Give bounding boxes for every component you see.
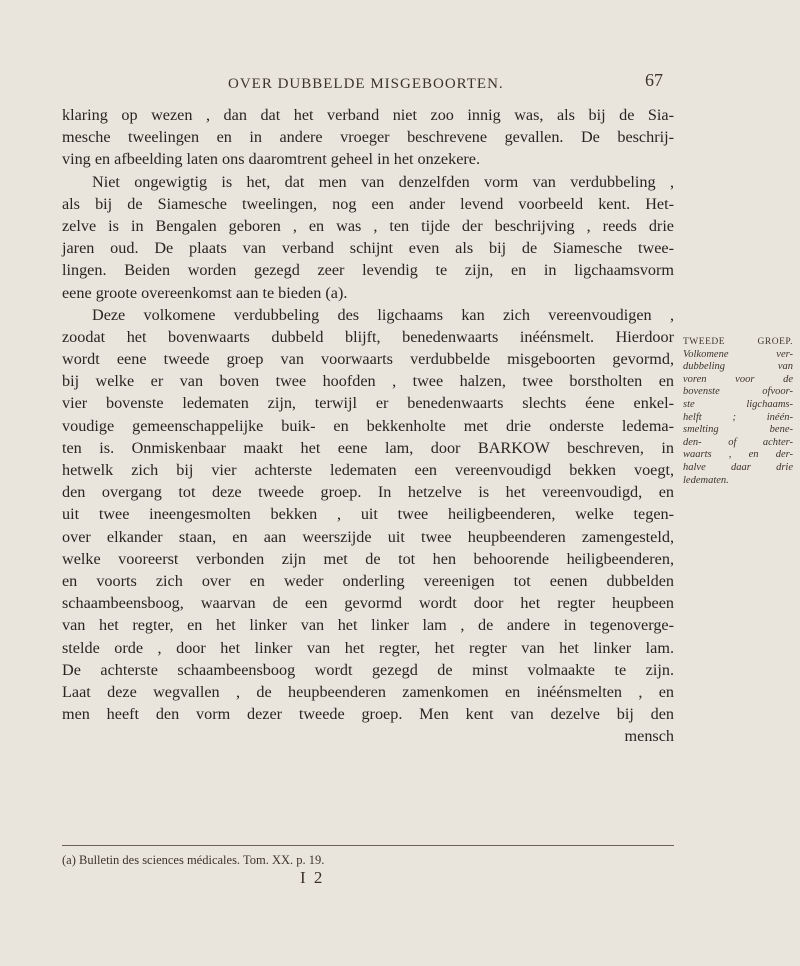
body-line: eene groote overeenkomst aan te bieden (a). bbox=[62, 283, 348, 302]
margin-note-heading: TWEEDE GROEP. bbox=[683, 337, 793, 347]
body-line: ten is. Onmiskenbaar maakt het eene lam, door BARKOW beschreven, in bbox=[62, 438, 674, 457]
body-line: men heeft den vorm dezer tweede groep. Men kent van dezelve bij den bbox=[62, 705, 674, 724]
running-head: OVER DUBBELDE MISGEBOORTEN. bbox=[228, 76, 504, 92]
margin-note-line: smelting bene- bbox=[683, 424, 793, 436]
body-line: schaambeensboog, waarvan de een gevormd wordt door het regter heupbeen bbox=[62, 594, 674, 613]
body-line: den overgang tot deze tweede groep. In hetzelve is het vereenvoudigd, en bbox=[62, 483, 674, 502]
page-number: 67 bbox=[645, 70, 663, 90]
body-line: Deze volkomene verdubbeling des ligchaams kan zich vereenvoudigen , bbox=[92, 305, 674, 324]
body-line: jaren oud. De plaats van verband schijnt even als bij de Siamesche twee- bbox=[62, 239, 674, 258]
body-line: ving en afbeelding laten ons daaromtrent geheel in het onzekere. bbox=[62, 150, 481, 169]
body-line: zoodat het bovenwaarts dubbeld blijft, benedenwaarts inéénsmelt. Hierdoor bbox=[62, 327, 674, 346]
signature-mark: I 2 bbox=[300, 868, 325, 887]
body-line: wordt eene tweede groep van voorwaarts verdubbelde misgeboorten gevormd, bbox=[62, 350, 674, 369]
margin-note-line: dubbeling van bbox=[683, 361, 793, 373]
margin-note-line: ste ligchaams- bbox=[683, 398, 793, 410]
body-line: Laat deze wegvallen , de heupbeenderen zamenkomen en inéénsmelten , en bbox=[62, 682, 674, 701]
body-line: welke vooreerst verbonden zijn met de tot hen behoorende heiligbeenderen, bbox=[62, 549, 674, 568]
body-line: lingen. Beiden worden gezegd zeer levendig te zijn, en in ligchaamsvorm bbox=[62, 261, 674, 280]
margin-note-line: halve daar drie bbox=[683, 461, 793, 473]
body-line: De achterste schaambeensboog wordt gezegd de minst volmaakte te zijn. bbox=[62, 660, 674, 679]
margin-note-line: bovenste ofvoor- bbox=[683, 386, 793, 398]
body-text bbox=[62, 104, 674, 747]
margin-note-line: den- of achter- bbox=[683, 436, 793, 448]
body-line: Niet ongewigtig is het, dat men van denzelfden vorm van verdubbeling , bbox=[92, 172, 674, 191]
body-line: hetwelk zich bij vier achterste ledematen een vereenvoudigd bekken voegt, bbox=[62, 461, 674, 479]
body-line: mesche tweelingen en in andere vroeger beschrevene gevallen. De beschrij- bbox=[62, 128, 674, 147]
body-line: stelde orde , door het linker van het regter, het regter van het linker lam. bbox=[62, 638, 674, 657]
footnote: (a) Bulletin des sciences médicales. Tom. XX. p. 19. bbox=[62, 853, 325, 867]
margin-note bbox=[683, 336, 793, 487]
margin-note-line: waarts , en der- bbox=[683, 449, 793, 461]
body-line: van het regter, en het linker van het linker lam , de andere in tegenoverge- bbox=[62, 616, 674, 635]
body-line: vier bovenste ledematen zijn, terwijl er benedenwaarts slechts éene enkel- bbox=[62, 394, 674, 413]
margin-note-line: helft ; inéén- bbox=[683, 411, 793, 423]
body-line: als bij de Siamesche tweelingen, nog een ander levend voorbeeld kent. Het- bbox=[62, 194, 674, 213]
body-line: over elkander staan, en aan weerszijde uit twee heupbeenderen zamengesteld, bbox=[62, 527, 674, 546]
margin-note-line: voren voor de bbox=[683, 373, 793, 385]
body-line: uit twee ineengesmolten bekken , uit twee heiligbeenderen, welke tegen- bbox=[62, 505, 674, 524]
body-line: en voorts zich over en weder onderling vereenigen tot eenen dubbelden bbox=[62, 571, 674, 590]
body-line: zelve is in Bengalen geboren , en was , ten tijde der beschrijving , reeds drie bbox=[62, 216, 674, 235]
margin-note-line: Volkomene ver- bbox=[683, 348, 793, 360]
margin-note-line: ledematen. bbox=[683, 474, 729, 486]
body-line: mensch bbox=[624, 727, 674, 746]
body-line: bij welke er van boven twee hoofden , twee halzen, twee borstholten en bbox=[62, 372, 674, 391]
body-line: klaring op wezen , dan dat het verband niet zoo innig was, als bij de Sia- bbox=[62, 106, 674, 124]
body-line: voudige gemeenschappelijke buik- en bekkenholte met drie onderste ledema- bbox=[62, 416, 674, 435]
footnote-divider bbox=[62, 845, 674, 846]
